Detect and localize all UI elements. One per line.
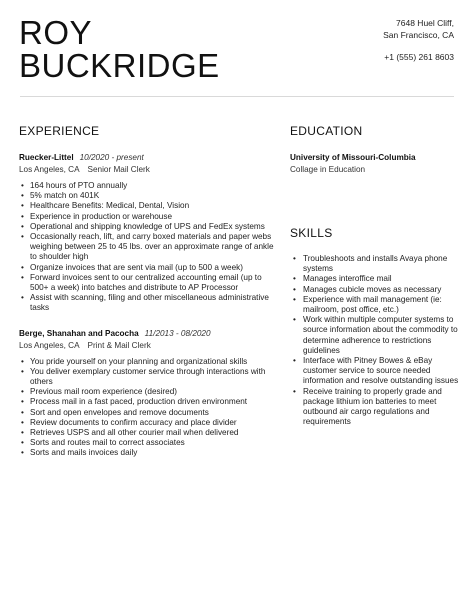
skills-list bbox=[290, 254, 460, 427]
job-bullet: • Sort and open envelopes and remove documents bbox=[19, 408, 275, 418]
job-bullet: • 164 hours of PTO annually bbox=[19, 181, 275, 191]
company-name: Berge, Shanahan and Pacocha bbox=[19, 328, 139, 338]
job-bullet: • Retrieves USPS and all other courier mail when delivered bbox=[19, 428, 275, 438]
last-name: BUCKRIDGE bbox=[19, 47, 220, 84]
address-street: 7648 Huel Cliff, bbox=[396, 18, 454, 28]
job-bullets bbox=[19, 181, 275, 314]
skill-item: • Troubleshoots and installs Avaya phone systems bbox=[290, 254, 460, 274]
job-dates: 10/2020 - present bbox=[79, 153, 144, 162]
candidate-name bbox=[19, 16, 220, 82]
contact-info bbox=[383, 17, 454, 63]
sidebar-column bbox=[290, 124, 460, 427]
first-name: ROY bbox=[19, 14, 93, 51]
job-bullets bbox=[19, 357, 275, 459]
job-bullet: • 5% match on 401K bbox=[19, 191, 275, 201]
skill-item: • Receive training to properly grade and package lithium ion batteries to meet outbound air cargo regulations and requirements bbox=[290, 387, 460, 428]
education-section bbox=[290, 124, 460, 176]
job-bullet: • You pride yourself on your planning and organizational skills bbox=[19, 357, 275, 367]
skill-item: • Manages cubicle moves as necessary bbox=[290, 285, 460, 295]
skills-heading: SKILLS bbox=[290, 226, 333, 240]
job-bullet: • You deliver exemplary customer service through interactions with others bbox=[19, 367, 275, 387]
address-city: San Francisco, CA bbox=[383, 30, 454, 40]
job-entry bbox=[19, 152, 275, 314]
job-bullet: • Forward invoices sent to our centralized accounting email (up to 500+ a week) into batches and distribute to AP Processor bbox=[19, 273, 275, 293]
job-dates: 11/2013 - 08/2020 bbox=[144, 328, 211, 338]
education-heading: EDUCATION bbox=[290, 124, 363, 138]
job-bullet: • Occasionally reach, lift, and carry boxed materials and paper webs weighing between 25 to 45 lbs. over an approximate range of ankle to shoulder high bbox=[19, 232, 275, 263]
phone-number: +1 (555) 261 8603 bbox=[384, 52, 454, 62]
skills-section bbox=[290, 226, 460, 427]
company-name: Ruecker-Littel bbox=[19, 153, 74, 162]
job-bullet: • Operational and shipping knowledge of UPS and FedEx systems bbox=[19, 222, 275, 232]
job-location: Los Angeles, CA bbox=[19, 340, 80, 350]
job-bullet: • Healthcare Benefits: Medical, Dental, Vision bbox=[19, 201, 275, 211]
job-location: Los Angeles, CA bbox=[19, 165, 80, 174]
job-bullet: • Sorts and mails invoices daily bbox=[19, 448, 275, 458]
job-bullet: • Sorts and routes mail to correct associates bbox=[19, 438, 275, 448]
skill-item: • Work within multiple computer systems to source information about the commodity to determine adherence to restrictions guidelines bbox=[290, 315, 460, 356]
job-subheader bbox=[19, 340, 275, 352]
job-entry bbox=[19, 328, 275, 459]
degree-name: Collage in Education bbox=[290, 165, 366, 174]
job-header bbox=[19, 328, 275, 339]
job-bullet: • Review documents to confirm accuracy and place divider bbox=[19, 418, 275, 428]
experience-heading: EXPERIENCE bbox=[19, 124, 100, 138]
skill-item: • Manages interoffice mail bbox=[290, 274, 460, 284]
job-bullet: • Experience in production or warehouse bbox=[19, 212, 275, 222]
job-bullet: • Assist with scanning, filing and other miscellaneous administrative tasks bbox=[19, 293, 275, 313]
skill-item: • Experience with mail management (ie: mailroom, post office, etc.) bbox=[290, 295, 460, 315]
job-bullet: • Organize invoices that are sent via mail (up to 500 a week) bbox=[19, 263, 275, 273]
school-name: University of Missouri-Columbia bbox=[290, 153, 416, 162]
job-bullet: • Process mail in a fast paced, production driven environment bbox=[19, 397, 275, 407]
header-divider bbox=[20, 96, 454, 97]
skill-item: • Interface with Pitney Bowes & eBay customer service to source needed information and resolve outstanding issues bbox=[290, 356, 460, 387]
job-title: Senior Mail Clerk bbox=[87, 165, 150, 174]
job-header bbox=[19, 152, 275, 163]
job-bullet: • Previous mail room experience (desired) bbox=[19, 387, 275, 397]
job-title: Print & Mail Clerk bbox=[87, 340, 151, 350]
job-subheader bbox=[19, 164, 275, 176]
experience-section bbox=[19, 124, 275, 473]
